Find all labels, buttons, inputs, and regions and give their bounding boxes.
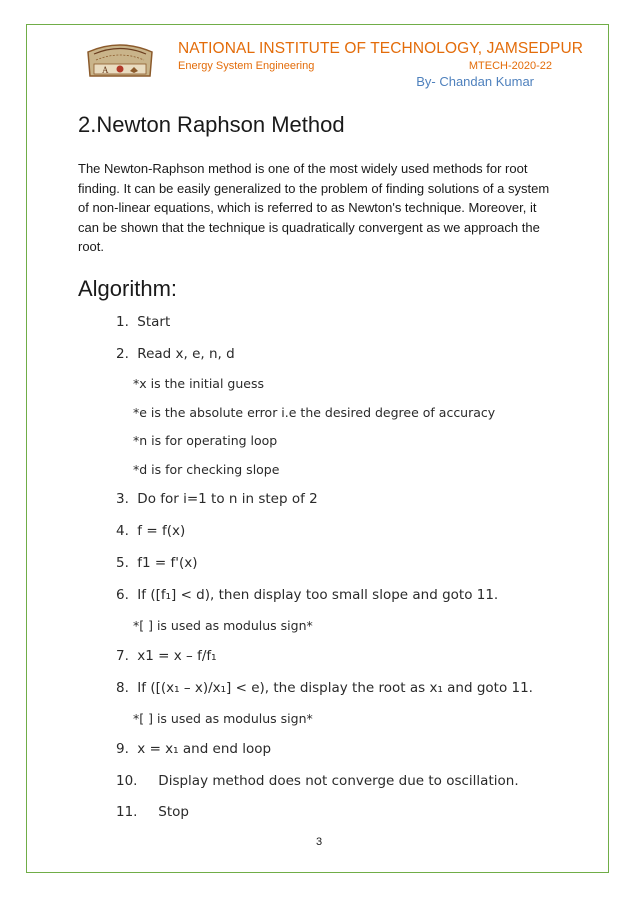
step-number: 8. [116,680,129,696]
step-text: x1 = x – f/f₁ [137,648,217,664]
step-text: Read x, e, n, d [137,346,235,362]
note-absolute-error: *e is the absolute error i.e the desired degree of accuracy [133,405,496,420]
note-operating-loop: *n is for operating loop [133,433,278,448]
algorithm-step [116,314,170,330]
intro-line: can be shown that the technique is quadratically convergent as we approach the [78,219,540,235]
algorithm-step [116,555,198,571]
institute-name: NATIONAL INSTITUTE OF TECHNOLOGY, JAMSEDPUR [178,40,584,57]
algorithm-step [116,741,271,757]
step-text: Stop [158,804,189,820]
step-text: x = x₁ and end loop [137,741,272,757]
step-number: 10. [116,773,138,789]
page-number: 3 [315,836,323,848]
algorithm-step [116,346,235,362]
institute-logo [84,38,156,80]
note-initial-guess: *x is the initial guess [133,376,264,391]
algorithm-step [116,587,498,603]
step-number: 4. [116,523,129,539]
intro-line: The Newton-Raphson method is one of the most widely used methods for root [78,161,528,176]
course-code: MTECH-2020-22 [468,60,552,72]
page-title: 2.Newton Raphson Method [78,112,345,137]
algorithm-heading: Algorithm: [78,276,178,301]
step-number: 5. [116,555,129,571]
department-name: Energy System Engineering [178,60,315,72]
algorithm-step [116,648,217,664]
intro-line: finding. It can be easily generalized to the problem of finding solutions of a system [78,180,550,196]
step-text: Start [137,314,171,330]
intro-line: root. [78,239,105,255]
page-border [26,24,609,873]
author-line: By- Chandan Kumar [416,74,534,89]
step-text: If ([f₁] < d), then display too small slope and goto 11. [137,587,499,603]
note-checking-slope: *d is for checking slope [133,462,280,477]
intro-paragraph [78,159,564,257]
step-number: 7. [116,648,129,664]
logo-letter: A [102,65,109,75]
algorithm-step [116,523,185,539]
algorithm-step [116,773,519,789]
algorithm-step [116,491,318,507]
note-modulus-sign: *[ ] is used as modulus sign* [133,618,313,633]
algorithm-step [116,680,533,696]
step-text: f1 = f'(x) [137,555,198,571]
algorithm-step [116,804,189,820]
step-number: 3. [116,491,129,507]
step-text: f = f(x) [137,523,186,539]
step-number: 11. [116,804,138,820]
step-text: Do for i=1 to n in step of 2 [137,491,318,507]
step-text: Display method does not converge due to oscillation. [158,773,519,789]
step-number: 1. [116,314,129,330]
step-number: 9. [116,741,129,757]
intro-line: of non-linear equations, which is referred to as Newton's technique. Moreover, it [78,200,537,216]
step-number: 6. [116,587,129,603]
note-modulus-sign: *[ ] is used as modulus sign* [133,711,313,726]
step-text: If ([(x₁ – x)/x₁] < e), the display the root as x₁ and goto 11. [137,680,533,696]
step-number: 2. [116,346,129,362]
